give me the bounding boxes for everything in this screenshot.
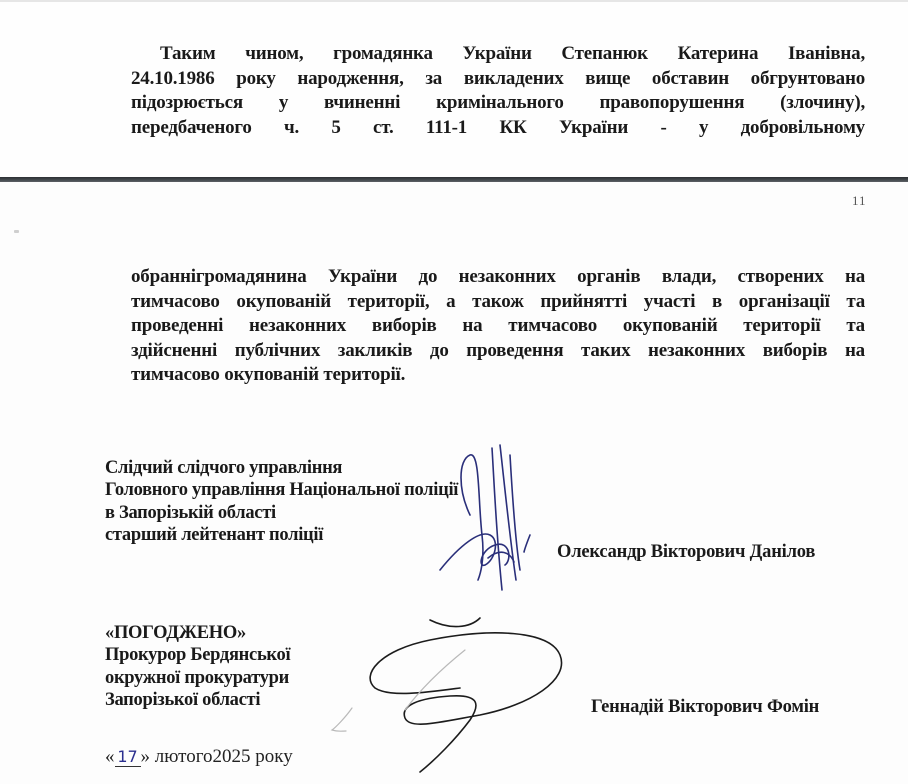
approval-date	[105, 746, 293, 768]
paragraph-line: Таким чином, громадянка України Степанюк Катерина Іванівна,	[160, 43, 865, 64]
paragraph-line: 24.10.1986 року народження, за викладених вище обставин обгрунтовано	[131, 67, 865, 89]
continued-paragraph	[131, 265, 865, 388]
title-line: в Запорізькій області	[105, 502, 276, 523]
date-close-quote: »	[140, 746, 150, 767]
title-line: Прокурор Бердянської	[105, 645, 291, 666]
scan-artifact	[14, 230, 19, 233]
investigator-name: Олександр Вікторович Данілов	[557, 542, 816, 562]
paragraph-line: проведенні незаконних виборів на тимчасово окупованій території та	[131, 315, 865, 337]
conclusion-paragraph	[131, 42, 865, 140]
paragraph-line: передбаченого ч. 5 ст. 111-1 КК України - у добровільному	[131, 116, 865, 138]
previous-page	[0, 0, 908, 177]
paragraph-line: підозрюється у вчиненні кримінального правопорушення (злочину),	[131, 92, 865, 114]
title-line: Головного управління Національної поліції	[105, 480, 459, 501]
investigator-title-block	[105, 457, 458, 546]
date-day-handwritten: 17	[115, 748, 141, 767]
date-month-year: лютого2025 року	[150, 746, 293, 767]
approval-title-block	[105, 622, 290, 711]
title-line: старший лейтенант поліції	[105, 524, 324, 545]
paragraph-line: обраннігромадянина України до незаконних органів влади, створених на	[131, 266, 865, 287]
date-open-quote: «	[105, 746, 115, 767]
title-line: Запорізької області	[105, 689, 261, 710]
prosecutor-name: Геннадій Вікторович Фомін	[591, 697, 820, 717]
approval-stamp-label: «ПОГОДЖЕНО»	[105, 623, 246, 643]
title-line: окружної прокуратури	[105, 667, 289, 688]
paragraph-line: тимчасово окупованій території.	[131, 364, 406, 386]
page-number: 11	[852, 193, 867, 208]
paragraph-line: тимчасово окупованій території, а також прийнятті участі в організації та	[131, 290, 865, 312]
paragraph-line: здійсненні публічних закликів до проведення таких незаконних виборів на	[131, 339, 865, 361]
title-line: Слідчий слідчого управління	[105, 458, 343, 478]
